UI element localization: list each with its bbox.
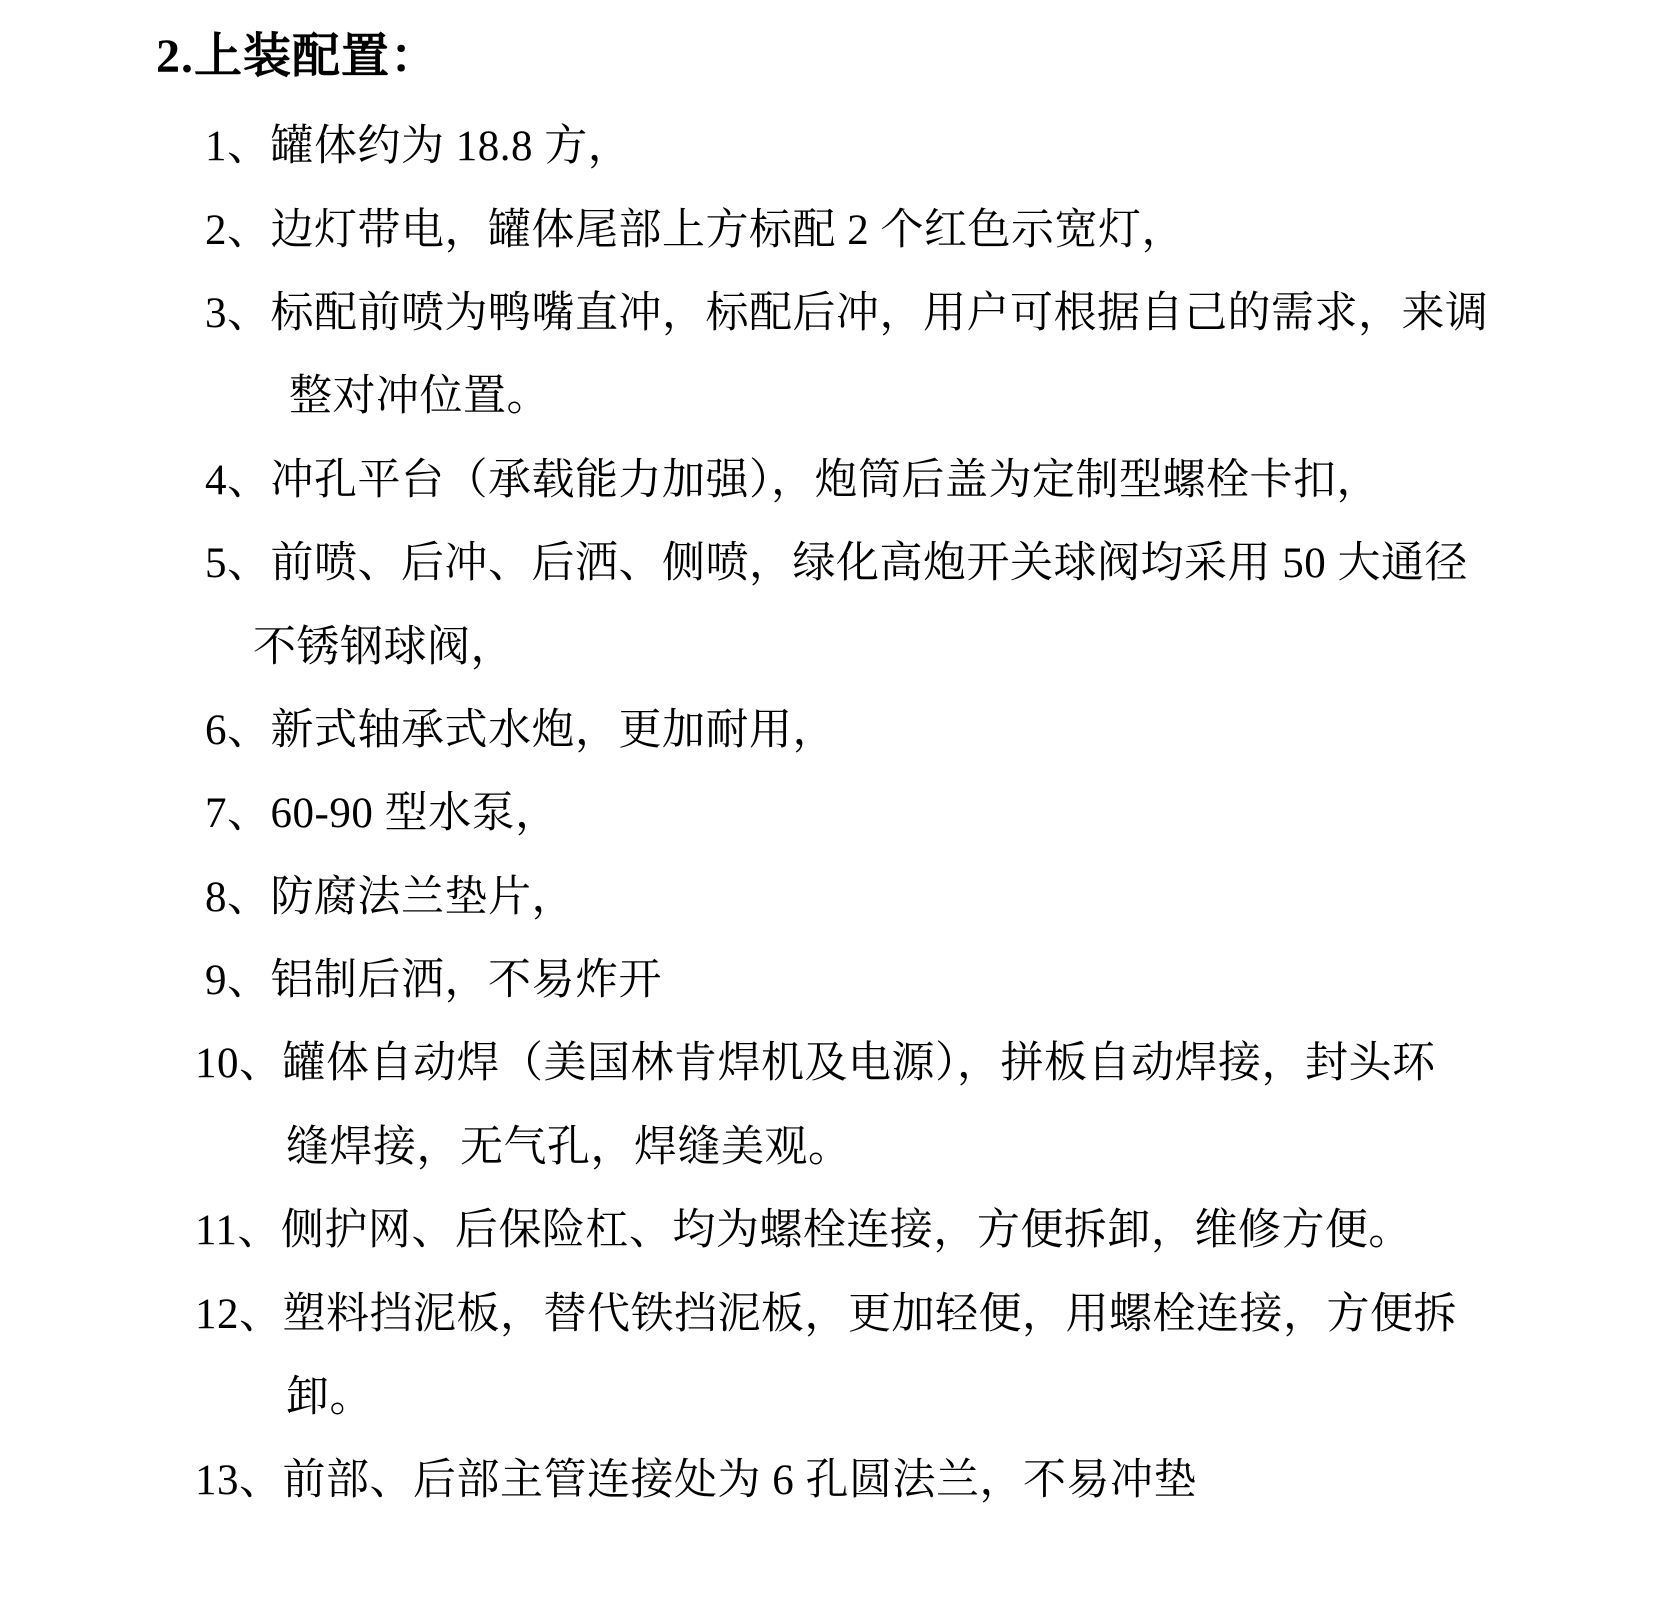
- section-title: 2.上装配置：: [156, 30, 440, 83]
- list-item-line: 3、标配前喷为鸭嘴直冲，标配后冲，用户可根据自己的需求，来调: [205, 289, 1489, 337]
- list-item-line: 1、罐体约为 18.8 方，: [205, 123, 632, 171]
- list-item-line: 10、罐体自动焊（美国林肯焊机及电源），拼板自动焊接，封头环: [195, 1040, 1436, 1088]
- list-item-line: 11、侧护网、后保险杠、均为螺栓连接，方便拆卸，维修方便。: [195, 1207, 1412, 1255]
- list-item-line: 7、60-90 型水泵，: [205, 790, 559, 838]
- list-item-line: 5、前喷、后冲、后洒、侧喷，绿化高炮开关球阀均采用 50 大通径: [205, 540, 1468, 588]
- list-item-line: 9、铝制后洒，不易炸开: [205, 957, 662, 1005]
- list-item-line: 8、防腐法兰垫片，: [205, 873, 575, 921]
- list-item-line: 13、前部、后部主管连接处为 6 孔圆法兰，不易冲垫: [195, 1457, 1197, 1505]
- list-item-line: 12、塑料挡泥板，替代铁挡泥板，更加轻便，用螺栓连接，方便拆: [195, 1290, 1457, 1338]
- list-item-wrap-line: 卸。: [286, 1374, 373, 1422]
- list-item-wrap-line: 缝焊接，无气孔，焊缝美观。: [286, 1123, 852, 1171]
- list-item-line: 2、边灯带电，罐体尾部上方标配 2 个红色示宽灯，: [205, 206, 1185, 254]
- list-item-wrap-line: 不锈钢球阀，: [253, 623, 514, 671]
- spec-list: [0, 101, 1654, 1519]
- list-item-line: 6、新式轴承式水炮，更加耐用，: [205, 706, 836, 754]
- list-item-wrap-line: 整对冲位置。: [289, 373, 550, 421]
- list-item-line: 4、冲孔平台（承载能力加强），炮筒后盖为定制型螺栓卡扣，: [205, 456, 1380, 504]
